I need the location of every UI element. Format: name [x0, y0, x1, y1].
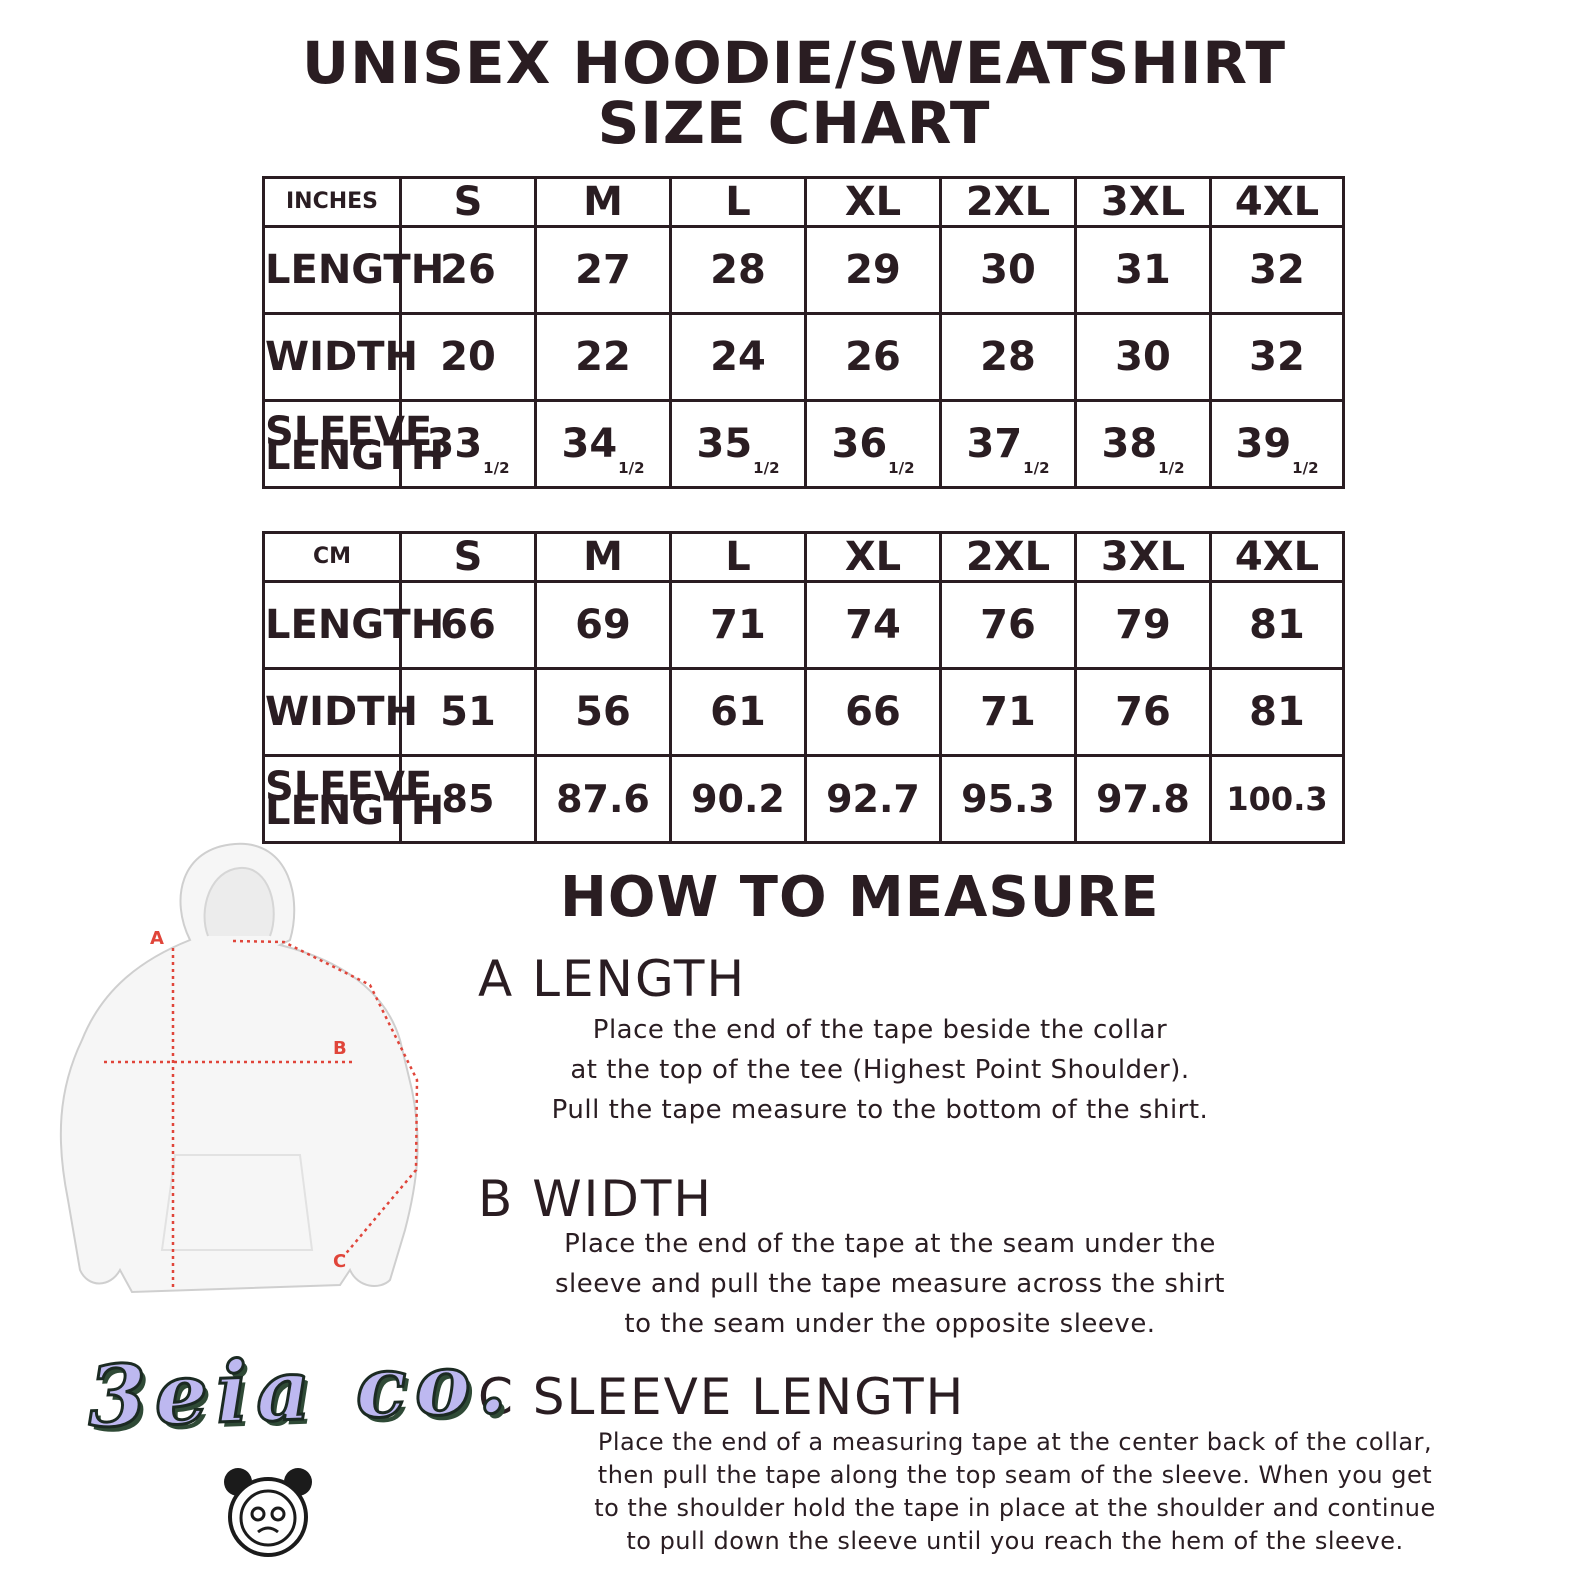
size-header: 2XL [941, 178, 1076, 227]
size-header: 3XL [1076, 533, 1211, 582]
table-cell: 92.7 [806, 756, 941, 843]
table-cell: 56 [536, 669, 671, 756]
table-cell: 71 [671, 582, 806, 669]
unit-label: INCHES [264, 178, 401, 227]
size-header: L [671, 533, 806, 582]
brand-logo: 3eia co. [86, 1332, 517, 1447]
row-label: SLEEVE LENGTH [264, 401, 401, 488]
size-header: XL [806, 533, 941, 582]
section-a-description [480, 1010, 1280, 1130]
table-cell: 90.2 [671, 756, 806, 843]
table-cell: 20 [401, 314, 536, 401]
table-cell: 30 [1076, 314, 1211, 401]
cell-whole: 33 [426, 421, 483, 467]
cm-sleeve-row [264, 756, 1344, 843]
cell-fraction: 1/2 [1158, 459, 1185, 477]
description-line: at the top of the tee (Highest Point Shoulder). [570, 1055, 1190, 1085]
table-cell: 76 [1076, 669, 1211, 756]
table-cell: 22 [536, 314, 671, 401]
cm-header-row [264, 533, 1344, 582]
table-cell: 32 [1211, 227, 1344, 314]
size-header: XL [806, 178, 941, 227]
inches-header-row [264, 178, 1344, 227]
table-cell: 85 [401, 756, 536, 843]
table-cell: 76 [941, 582, 1076, 669]
inches-sleeve-row [264, 401, 1344, 488]
description-line: to pull down the sleeve until you reach the hem of the sleeve. [626, 1527, 1404, 1555]
table-cell: 66 [806, 669, 941, 756]
table-cell: 71 [941, 669, 1076, 756]
cell-fraction: 1/2 [483, 459, 510, 477]
table-cell: 81 [1211, 582, 1344, 669]
table-cell [536, 401, 671, 488]
how-to-measure-heading: HOW TO MEASURE [560, 865, 1160, 930]
description-line: to the shoulder hold the tape in place at the shoulder and continue [594, 1494, 1436, 1522]
table-cell: 79 [1076, 582, 1211, 669]
table-cell: 74 [806, 582, 941, 669]
inches-size-table [262, 176, 1345, 489]
table-cell: 51 [401, 669, 536, 756]
panda-mascot-icon [218, 1462, 318, 1562]
table-cell: 97.8 [1076, 756, 1211, 843]
cell-fraction: 1/2 [618, 459, 645, 477]
table-cell: 27 [536, 227, 671, 314]
cell-whole: 36 [831, 421, 888, 467]
description-line: sleeve and pull the tape measure across the shirt [555, 1269, 1225, 1299]
section-b-heading: B WIDTH [478, 1170, 714, 1228]
size-header: 4XL [1211, 533, 1344, 582]
row-label: LENGTH [264, 227, 401, 314]
unit-label: CM [264, 533, 401, 582]
cell-fraction: 1/2 [888, 459, 915, 477]
marker-c: C [333, 1251, 347, 1272]
table-cell: 28 [941, 314, 1076, 401]
row-label: WIDTH [264, 669, 401, 756]
table-cell: 31 [1076, 227, 1211, 314]
cell-fraction: 1/2 [1023, 459, 1050, 477]
cell-whole: 39 [1235, 421, 1292, 467]
description-line: Pull the tape measure to the bottom of the shirt. [551, 1095, 1209, 1125]
table-cell [1076, 401, 1211, 488]
table-cell: 26 [401, 227, 536, 314]
table-cell [671, 401, 806, 488]
description-line: then pull the tape along the top seam of the sleeve. When you get [597, 1461, 1433, 1489]
page-title-line1: UNISEX HOODIE/SWEATSHIRT [301, 29, 1287, 97]
hoodie-measure-diagram [40, 840, 460, 1320]
cm-width-row [264, 669, 1344, 756]
section-b-description [480, 1224, 1300, 1344]
table-cell: 24 [671, 314, 806, 401]
size-header: 4XL [1211, 178, 1344, 227]
marker-a: A [150, 928, 164, 949]
cell-whole: 34 [561, 421, 618, 467]
cell-whole: 38 [1101, 421, 1158, 467]
cm-size-table [262, 531, 1345, 844]
cell-fraction: 1/2 [1292, 459, 1319, 477]
description-line: Place the end of a measuring tape at the center back of the collar, [597, 1428, 1433, 1456]
table-cell: 30 [941, 227, 1076, 314]
table-cell: 87.6 [536, 756, 671, 843]
cm-length-row [264, 582, 1344, 669]
description-line: Place the end of the tape beside the collar [592, 1015, 1168, 1045]
section-c-description [470, 1426, 1560, 1558]
table-cell: 100.3 [1211, 756, 1344, 843]
size-header: S [401, 533, 536, 582]
table-cell [1211, 401, 1344, 488]
size-header: 3XL [1076, 178, 1211, 227]
table-cell: 26 [806, 314, 941, 401]
table-cell [941, 401, 1076, 488]
description-line: to the seam under the opposite sleeve. [624, 1309, 1156, 1339]
row-label: WIDTH [264, 314, 401, 401]
table-cell: 81 [1211, 669, 1344, 756]
table-cell: 61 [671, 669, 806, 756]
cell-whole: 37 [966, 421, 1023, 467]
table-cell: 28 [671, 227, 806, 314]
size-header: L [671, 178, 806, 227]
inches-length-row [264, 227, 1344, 314]
row-label: LENGTH [264, 582, 401, 669]
table-cell [806, 401, 941, 488]
table-cell: 66 [401, 582, 536, 669]
row-label: SLEEVE LENGTH [264, 756, 401, 843]
inches-width-row [264, 314, 1344, 401]
size-header: M [536, 533, 671, 582]
table-cell: 32 [1211, 314, 1344, 401]
page-title-line2: SIZE CHART [597, 89, 991, 157]
cell-fraction: 1/2 [753, 459, 780, 477]
size-header: S [401, 178, 536, 227]
table-cell: 29 [806, 227, 941, 314]
description-line: Place the end of the tape at the seam under the [564, 1229, 1216, 1259]
size-header: M [536, 178, 671, 227]
marker-b: B [333, 1038, 347, 1059]
section-c-heading: C SLEEVE LENGTH [478, 1368, 966, 1426]
table-cell: 69 [536, 582, 671, 669]
size-header: 2XL [941, 533, 1076, 582]
cell-whole: 35 [696, 421, 753, 467]
table-cell: 95.3 [941, 756, 1076, 843]
section-a-heading: A LENGTH [478, 950, 747, 1008]
